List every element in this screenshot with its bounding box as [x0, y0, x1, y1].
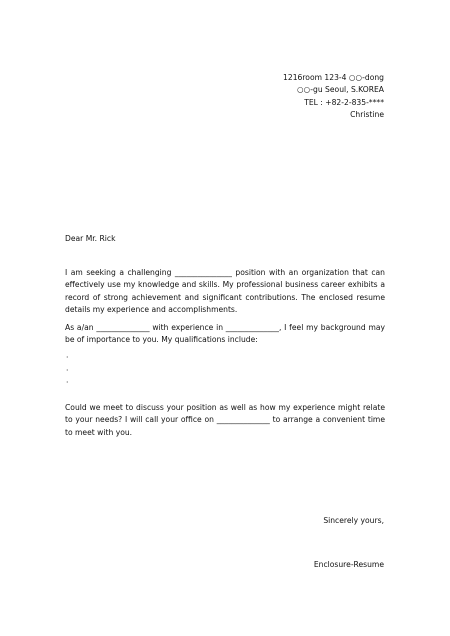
qualification-bullet-2: · — [66, 365, 69, 375]
closing: Sincerely yours, — [323, 516, 384, 525]
qualifications-list — [66, 352, 68, 390]
paragraph-meeting-request: Could we meet to discuss your position as well as how my experience might relate to your needs? I will call your office on ______________ to arrange a convenient time to meet with you. — [65, 403, 385, 437]
sender-name: Christine — [350, 110, 384, 120]
paragraph-intro: I am seeking a challenging _______________ position with an organization that can effectively use my knowledge and skills. My professional business career exhibits a record of strong achievement and significant contributions. The enclosed resume details my experience and accomplishments. — [65, 268, 385, 314]
qualification-bullet-1: · — [66, 353, 69, 362]
salutation: Dear Mr. Rick — [65, 234, 116, 243]
address-line-2: ○○-gu Seoul, S.KOREA — [297, 85, 384, 95]
enclosure-note: Enclosure-Resume — [313, 560, 384, 569]
qualification-bullet-3: · — [66, 378, 69, 387]
sender-address-block — [184, 72, 384, 122]
address-line-3: TEL : +82-2-835-**** — [304, 97, 384, 107]
address-line-1: 1216room 123-4 ○○-dong — [283, 73, 384, 82]
paragraph-background: As a/an ______________ with experience in ______________, I feel my background may be of importance to you. My qualifications include: — [65, 323, 385, 345]
